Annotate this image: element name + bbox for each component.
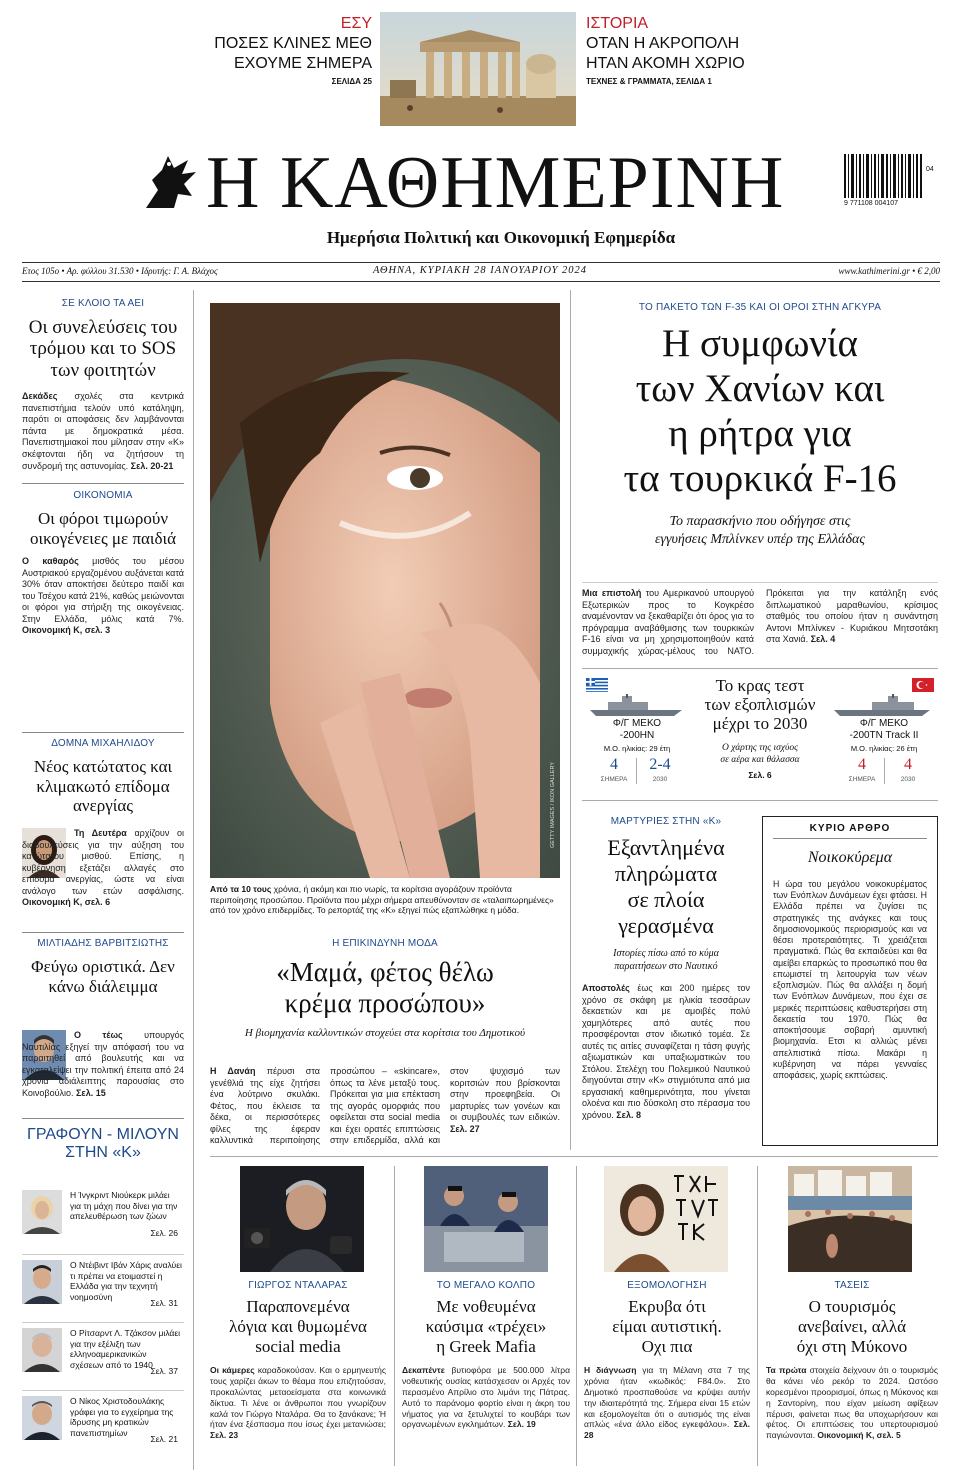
bottom-divider-2 [576,1166,577,1466]
lead-body-lead: Μια επιστολή [582,588,642,598]
lead-head-line2: των Χανίων και [635,367,885,410]
tr-frigate-divider [884,758,885,784]
gm-item-1-text: Η Ίνγκριντ Νιούκερκ μιλάει για τη μάχη που δίνει για την απελευθέρωση των ζώων [70,1190,178,1222]
gm-rule-3 [22,1390,184,1391]
greek-frigate-icon [588,694,684,718]
bottom-1-head-line2: λόγια και θυμωμένα [229,1317,367,1336]
lead-kicker: ΤΟ ΠΑΚΕΤΟ ΤΩΝ F-35 ΚΑΙ ΟΙ ΟΡΟΙ ΣΤΗΝ ΑΓΚΥΡΑ [638,302,882,313]
barcode-icon [844,154,924,202]
barcode [844,154,940,210]
photo-caption-text: χρόνια, ή ακόμη και πιο νωρίς, τα κορίτσια αγοράζουν προϊόντα περιποίησης προσώπου. Προϊόντα που μέχρι σήμερα απευθύνονταν σε «ταλαιπωρημένες» από τον χρόνο επιδερμίδες. Το ρεπορτάζ της «Κ» εξηγεί πώς εξαπλώθηκε η μόδα. [210,884,554,916]
gr-frigate-age: Μ.Ο. ηλικίας: 29 έτη [603,744,671,753]
bottom-3-photo[interactable] [604,1166,728,1272]
gr-frigate-name [582,718,692,742]
frigates-deck-line2: σε αέρα και θάλασσα [720,755,800,765]
christodoulakis-portrait [22,1396,62,1440]
bottom-1-kicker: ΓΙΩΡΓΟΣ ΝΤΑΛΑΡΑΣ [248,1280,348,1291]
tr-frigate-age: Μ.Ο. ηλικίας: 26 έτη [850,744,918,753]
turkish-frigate-icon [832,694,932,718]
bottom-1-body-page: Σελ. 23 [210,1430,239,1441]
gr-frigate-now: 4 [610,756,618,773]
dateline-rule-top [22,262,940,263]
frigates-head-line3: μέχρι το 2030 [712,714,808,733]
navy-head-line3: σε πλοία [627,887,705,912]
photo-caption-lead: Από τα 10 τους [210,884,272,894]
gm-item-2[interactable] [22,1256,182,1318]
gm-rule-2 [22,1322,184,1323]
acropolis-illustration[interactable] [380,12,576,126]
bottom-1-head-line1: Παραπονεμένα [246,1297,350,1316]
tr-frigate-future-label: 2030 [900,776,916,783]
gm-rule-1 [22,1254,184,1255]
tr-frigate-future: 4 [904,756,912,773]
mykonos-image [788,1166,912,1272]
center-body-text: πέρυσι στα γενέθλιά της είχε ζητήσει ένα λούτρινο σκυλάκι. Φέτος, που έκλεισε τα δέκα, οι περισσότερες φίλες της έφεραν καλλυντικά περιποίησης προσώπου – «skincare», όπως τα λένε μεταξύ τους. Πρόκειται για μια επέκταση της αγοράς ομορφιάς που οφείλεται στα social media και έχει ορατές επιπτώσεις στην επιδερμίδα, αλλά και στον ψυχισμό των κοριτσιών που βρίσκονται στην προεφηβεία. Οι μαρτυρίες των γονέων και οι συμβουλές των ειδικών. [210,1066,560,1146]
bottom-2-photo[interactable] [424,1166,548,1272]
lead-body-page: Σελ. 4 [808,634,836,645]
greek-flag-icon [586,678,608,692]
bottom-2-body-page: Σελ. 19 [505,1419,536,1430]
bottom-4-body-text: στοιχεία δείχνουν ότι ο τουρισμός θα κάνει νέο ρεκόρ το 2024. Ωστόσο κορεσμένοι προορισμοί, όπως η Μύκονος και η Σαντορίνη, που είχαν μείωση αφίξεων πέρυσι, φαίνεται πως θα υποχωρήσουν και φέτος. Οι επιπτώσεις του υπερτουρισμού παγιώνονται. [766,1365,939,1441]
sidebar-s4-head: Φεύγω οριστικά. Δεν κάνω διάλειμμα [31,957,175,996]
dalaras-image [240,1166,364,1272]
bottom-4-body-lead: Τα πρώτα [766,1365,807,1375]
sidebar-rule-3 [22,932,184,933]
center-head [210,957,560,1019]
teaser-right-title-line1: ΟΤΑΝ Η ΑΚΡΟΠΟΛΗ [586,35,740,52]
bottom-4-body [766,1365,938,1441]
bottom-divider-3 [757,1166,758,1466]
navy-head-line1: Εξαντλημένα [607,835,725,860]
lead-body-text: του Αμερικανού υπουργού Εξωτερικών προς το Κογκρέσο αναμένονταν να ξεκαθαρίζει ότι όρος για το πρόγραμμα αναβάθμισης των τουρκικών F-16 είναι να μη χρησιμοποιηθούν κατά συμμαχικής χώρας-μέλους του ΝΑΤΟ. Πρόκειται για την κατάληξη ενός διπλωματικού μαραθωνίου, κρίσιμος σταθμός του οποίου ήταν η συνάντηση Αντονι Μπλίνκεν - Κυριάκου Μητσοτάκη στα Χανιά. [582,588,938,656]
bottom-story-1[interactable] [210,1280,386,1441]
lead-deck-line2: εγγυήσεις Μπλίνκεν υπέρ της Ελλάδας [654,532,866,547]
bottom-1-body-text: καραδοκούσαν. Και ο ερμηνευτής τους χαρίζει άκων το θέαμα που επιζητούσαν, προκαλώντας μεταοείσματα στα κοινωνικά δίκτυα. Τι λένε οι άνθρωποι που γνωρίζουν καλά τον Γιώργο Νταλάρα. Θα το ξανάκανε; Ή ήταν ένα ξέσπασμα που ίσως έχει μετανιώσει; [210,1365,386,1430]
sidebar-s2-head: Οι φόροι τιμωρούν οικογένειες με παιδιά [30,509,176,548]
center-body-lead: Η Δανάη [210,1066,256,1076]
gm-item-2-text: Ο Ντέιβιντ Ιβάν Χάρις αναλύει τι πρέπει να ετοιμαστεί η Ελλάδα για την τεχνητή νοημοσύνη [70,1260,182,1302]
newkirk-portrait [22,1190,62,1234]
teaser-left-title-line1: ΠΟΣΕΣ ΚΛΙΝΕΣ ΜΕΘ [214,35,372,52]
sidebar-s2-page: Οικονομική Κ, σελ. 3 [22,625,111,636]
teaser-right-kicker: ΙΣΤΟΡΙΑ [586,15,649,32]
gm-item-3-text: Ο Ρίτσαρντ Λ. Τζάκσον μιλάει για την εξέλιξη των ελληνοαμερικανικών σχέσεων από το 1940 [70,1328,181,1370]
frigates-head-line1: Το κρας τεστ [715,676,805,695]
sidebar-gm-head-line1: ΓΡΑΦΟΥΝ - ΜΙΛΟΥΝ [27,1126,179,1143]
gm-item-4[interactable] [22,1392,182,1454]
tr-frigate-now: 4 [858,756,866,773]
center-body-page: Σελ. 27 [450,1123,480,1134]
gr-frigate-future: 2-4 [649,756,671,773]
gm-item-4-photo [22,1396,62,1440]
center-deck: Η βιομηχανία καλλυντικών στοχεύει στα κορίτσια του Δημοτικού [244,1027,526,1039]
center-head-line1: «Μαμά, φέτος θέλω [276,957,494,987]
acropolis-image [380,12,576,126]
sidebar-divider [193,290,194,1470]
navy-story[interactable] [582,816,750,1121]
bottom-row-rule [210,1156,938,1157]
bottom-3-body-lead: Η διάγνωση [584,1365,637,1375]
sidebar-s1-kicker: ΣΕ ΚΛΟΙΟ ΤΑ ΑΕΙ [61,298,145,309]
bottom-3-body-text: για τη Μέλανη στα 7 της χρόνια ήταν «κωδικός: F84.0». Στο Δημοτικό προσπαθούσε να κρύψει αυτήν την ιδιαιτερότητά της. Σήμερα είναι 15 ετών και εξομολογείται ότι ο αυτισμός της είναι απλώς «ένα άλλο είδος εγκεφάλου». [584,1365,750,1430]
bottom-3-head-line1: Εκρυβα ότι [628,1297,706,1316]
gm-item-1-page: Σελ. 26 [150,1228,178,1238]
bottom-1-head [210,1297,386,1357]
sidebar-s4-body [22,1030,184,1099]
sidebar-s4-text: υπουργός Ναυτιλίας εξηγεί την απόφασή του να παραιτηθεί από βουλευτής και να εγκαταλείψει την πολιτική έπειτα από 24 χρόνια αδιάλειπτης παρουσίας στο Κοινοβούλιο. [22,1030,184,1098]
lead-deck-rule [582,582,938,583]
gm-item-1[interactable] [22,1186,182,1248]
gm-item-2-photo [22,1260,62,1304]
navy-head-line4: γερασμένα [618,913,714,938]
gm-item-4-page: Σελ. 21 [150,1434,178,1444]
barcode-issue: 04 [926,166,934,173]
jackson-portrait [22,1328,62,1372]
sidebar-rule-4 [22,1118,184,1119]
masthead-title: Η ΚΑΘΗΜΕΡΙΝΗ [206,142,785,224]
bottom-story-2[interactable] [402,1280,570,1430]
bottom-2-body [402,1365,570,1430]
bottom-3-head [584,1297,750,1357]
navy-head-line2: πληρώματα [614,861,718,886]
sidebar-story-universities[interactable] [22,298,184,472]
bottom-4-head-line2: ανεβαίνει, αλλά [797,1317,907,1336]
sidebar-s2-body [22,556,184,637]
frigates-head [692,676,828,733]
gm-item-2-page: Σελ. 31 [150,1298,178,1308]
gm-item-3-page: Σελ. 37 [150,1366,178,1376]
bottom-2-head-line3: η Greek Mafia [436,1337,536,1356]
frigates-rule-bottom [582,800,938,801]
navy-body-text: έως και 200 ημέρες τον χρόνο σε σκάφη με ηλικία τεσσάρων δεκαετιών και με αμοιβές πολύ χαμηλότερες από αυτές που προσφέρονται στον ιδιωτικό τομέα. Σε αυτές τις αιτίες συναφίζεται η τάση φυγής αξιωματικών και υπαξιωματικών του Στόλου. Στελέχη του Πολεμικού Ναυτικού διηγούνται στην «Κ» στιγμιότυπα από μια εργασιακή καθημερινότητα, που γίνεται ολοένα και πιο δύσκολη στο πέρασμα του χρόνου. [582,983,750,1120]
bottom-2-body-text: βυτιοφόρα με 500.000 λίτρα νοθευτικής ουσίας κατάσχεσαν οι Αρχές τον περασμένο Απρίλιο στο λιμάνι της Πάτρας. Αυτό το παράνομο φορτίο είναι η άκρη του νήματος για να ξετυλιχτεί το κουβάρι των οργανωμένων εγκλημάτων. [402,1365,570,1430]
lead-body [582,588,938,657]
sidebar-s1-body [22,391,184,472]
gr-frigate-name-line1: Φ/Γ ΜΕΚΟ [612,718,662,729]
sidebar-s1-lead: Δεκάδες [22,391,58,402]
lead-story[interactable] [582,302,938,549]
center-story[interactable] [210,938,560,1039]
sidebar-s2-text: μισθός του μέσου Αυστριακού εργαζομένου αυξάνεται κατά 30% όταν αποκτήσει δεύτερο παιδί και του Τσέχου κατά 21%, καθώς μειώνονται οι φόροι για στήριξη της οικογένειας. Στην Ελλάδα, μόλις κατά 7%. [22,556,184,624]
tr-frigate-name-line2: -200TN Track II [849,730,919,741]
bottom-3-body [584,1365,750,1441]
sidebar-s4-page: Σελ. 15 [73,1087,106,1098]
frigates-graphic[interactable] [582,672,938,792]
sidebar-rule-1 [22,483,184,484]
lead-head [582,321,938,501]
bottom-3-body-page: Σελ. 28 [584,1419,750,1441]
bottom-4-kicker: ΤΑΣΕΙΣ [834,1280,870,1291]
center-kicker: Η ΕΠΙΚΙΝΔΥΝΗ ΜΟΔΑ [332,938,438,949]
tr-frigate-name-line1: Φ/Γ ΜΕΚΟ [859,718,909,729]
center-body [210,1066,560,1147]
sidebar-s4-kicker: ΜΙΛΤΙΑΔΗΣ ΒΑΡΒΙΤΣΙΩΤΗΣ [37,938,169,949]
frigates-rule [582,668,938,669]
sidebar-s1-page: Σελ. 20-21 [128,460,174,471]
gr-frigate-name-line2: -200HN [619,730,655,741]
sidebar-s3-kicker: ΔΟΜΝΑ ΜΙΧΑΗΛΙΔΟΥ [51,738,155,749]
navy-head [582,835,750,939]
dateline-left: Ετος 105ο • Αρ. φύλλου 31.530 • Ιδρυτής: Γ. Α. Βλάχος [22,266,218,276]
bottom-story-4[interactable] [766,1280,938,1441]
sidebar-s2-lead: Ο καθαρός [22,556,79,567]
gr-frigate-now-label: ΣΗΜΕΡΑ [600,776,628,783]
bottom-story-3[interactable] [584,1280,750,1441]
gr-frigate-future-label: 2030 [652,776,668,783]
girl-face-image [210,303,560,878]
sidebar-story-taxes[interactable] [22,490,184,637]
sidebar-s4-lead: Ο τέως [74,1030,123,1040]
navy-deck [582,947,750,973]
teaser-left-page: ΣΕΛΙΔΑ 25 [331,77,372,86]
gm-item-4-text: Ο Νίκος Χριστοδουλάκης γράφει για το εγχείρημα της ίδρυσης μη κρατικών πανεπιστημίων [70,1396,174,1438]
sidebar-story-varvitsiotis[interactable] [22,938,184,996]
tr-frigate-name [830,718,938,742]
sidebar-s3-body [22,828,184,909]
navy-body [582,983,750,1121]
sidebar-s1-head: Οι συνελεύσεις του τρόμου και το SOS των φοιτητών [28,317,178,381]
teaser-left-kicker: ΕΣΥ [340,15,372,32]
bottom-4-body-page: Οικονομική Κ, σελ. 5 [815,1430,901,1441]
gr-frigate-divider [636,758,637,784]
right-divider [570,290,571,1150]
harris-portrait [22,1260,62,1304]
griffin-icon [138,150,202,216]
sidebar-s3-head: Νέος κατώτατος και κλιμακωτό επίδομα ανεργίας [33,757,173,816]
teaser-right[interactable] [586,14,816,87]
bottom-4-head-line3: όχι στη Μύκονο [796,1337,908,1356]
photo-credit: GETTY IMAGES / IKON GALLERY [550,762,556,848]
teaser-right-title-line2: ΗΤΑΝ ΑΚΟΜΗ ΧΩΡΙΟ [586,55,745,72]
gm-item-3-photo [22,1328,62,1372]
sidebar-s3-page: Οικονομική Κ, σελ. 6 [22,897,111,908]
sidebar-gm-head-line2: ΣΤΗΝ «Κ» [65,1144,141,1161]
teaser-left-title-line2: ΕΧΟΥΜΕ ΣΗΜΕΡΑ [234,55,372,72]
bottom-4-head [766,1297,938,1357]
frigates-page: Σελ. 6 [748,770,772,780]
navy-body-page: Σελ. 8 [613,1109,641,1120]
lead-deck [582,513,938,549]
bottom-2-head-line1: Με νοθευμένα [436,1297,536,1316]
girl-cream-photo[interactable] [210,303,560,878]
center-head-line2: κρέμα προσώπου» [284,988,486,1018]
masthead-logo [138,150,202,216]
tr-frigate-now-label: ΣΗΜΕΡΑ [848,776,876,783]
lead-deck-line1: Το παρασκήνιο που οδήγησε στις [669,514,851,529]
gm-item-1-photo [22,1190,62,1234]
dateline-rule-bottom [22,281,940,282]
navy-deck-line1: Ιστορίες πίσω από το κύμα [613,948,719,959]
frigates-head-line2: των εξοπλισμών [704,695,816,714]
bottom-3-head-line3: Οχι πια [641,1337,693,1356]
bottom-divider-1 [394,1166,395,1466]
bottom-1-body-lead: Οι κάμερες [210,1365,255,1375]
teaser-right-page: ΤΕΧΝΕΣ & ΓΡΑΜΜΑΤΑ, ΣΕΛΙΔΑ 1 [586,77,712,86]
masthead-subtitle: Ημερήσια Πολιτική και Οικονομική Εφημερίδα [326,228,676,247]
bottom-2-kicker: ΤΟ ΜΕΓΑΛΟ ΚΟΛΠΟ [436,1280,536,1291]
bottom-4-photo[interactable] [788,1166,912,1272]
bottom-1-head-line3: social media [255,1337,341,1356]
sidebar-s1-text: σχολές στα κεντρικά πανεπιστήμια τελούν υπό κατάληψη, παρότι οι αποφάσεις δεν λαμβάνονται πάντα με δημοκρατικά μέσα. Πανεπιστημιακοί που μίλησαν στην «Κ» σκέφτονται ήδη να ζητήσουν τη συνδρομή της αστυνομίας. [22,391,184,471]
sidebar-s2-kicker: ΟΙΚΟΝΟΜΙΑ [73,490,133,501]
lead-head-line4: τα τουρκικά F-16 [623,457,897,500]
sidebar-story-wage[interactable] [22,738,184,816]
navy-deck-line2: παραιτήσεων στο Ναυτικό [614,961,718,972]
turkish-flag-icon [912,678,934,692]
sidebar-gm-head [22,1126,184,1162]
editorial-title: Νοικοκύρεμα [807,849,893,866]
navy-kicker: ΜΑΡΤΥΡΙΕΣ ΣΤΗΝ «Κ» [610,816,722,827]
barcode-number: 9 771108 004107 [844,200,898,207]
frigates-deck [692,742,828,766]
bottom-2-head [402,1297,570,1357]
sidebar-s3-lead: Τη Δευτέρα [74,828,127,838]
dateline-center: ΑΘΗΝΑ, ΚΥΡΙΑΚΗ 28 ΙΑΝΟΥΑΡΙΟΥ 2024 [372,265,588,276]
sidebar-s3-text: αρχίζουν οι διαβουλεύσεις για την αύξηση του κατώτατου μισθού. Επίσης, η κυβέρνηση εξετάζει αλλαγές στο επίδομα ανεργίας, ώστε να είναι ανάλογο των ετών ασφάλισης. [22,828,184,896]
dateline-right: www.kathimerini.gr • € 2,00 [838,266,940,276]
editorial-body: Η ώρα του μεγάλου νοικοκυρέματος των Ενόπλων Δυνάμεων έχει φτάσει. Η Ελλάδα πρέπει να ζυγίσει τις στρατηγικές της ανάγκες και τους δημοσιονομικούς περιορισμούς και να θέσει προτεραιότητες. Τι χρειάζεται πραγματικά. Πώς θα εκπαιδεύει και θα αμείβει επαρκώς το προσωπικό που θα επωμιστεί τη λειτουργία των νέων εξοπλισμών. Πώς θα αλλάξει η δομή των Ενόπλων Δυνάμεων, που έχει σε μερικές περιπτώσεις καθυστερήσει στη δεκαετία του 1970. Πώς θα αποκτήσουμε σοβαρή αμυντική βιομηχανία. Ετσι κι αλλιώς μένει απελπιστικά πίσω. Μακάρι η κυβέρνηση να πάρει γενναίες αποφάσεις, χωρίς εκπτώσεις. [773,878,927,1081]
bottom-2-body-lead: Δεκαπέντε [402,1365,445,1375]
teaser-left[interactable] [150,14,372,87]
lead-head-line3: η ρήτρα για [668,412,852,455]
photo-caption [210,884,560,916]
melani-portrait [604,1166,728,1272]
bottom-1-body [210,1365,386,1441]
editorial-box[interactable] [762,816,938,1146]
bottom-2-head-line2: καύσιμα «τρέχει» [425,1317,547,1336]
navy-body-lead: Αποστολές [582,983,630,993]
fuel-inspection-image [424,1166,548,1272]
bottom-1-photo[interactable] [240,1166,364,1272]
lead-head-line1: Η συμφωνία [662,322,858,365]
gm-item-3[interactable] [22,1324,182,1386]
sidebar-rule-2 [22,732,184,733]
bottom-4-head-line1: Ο τουρισμός [808,1297,896,1316]
bottom-3-kicker: ΕΞΟΜΟΛΟΓΗΣΗ [627,1280,707,1291]
bottom-3-head-line2: είμαι αυτιστική. [612,1317,722,1336]
frigates-deck-line1: Ο χάρτης της ισχύος [722,743,798,753]
editorial-label: ΚΥΡΙΟ ΑΡΘΡΟ [773,823,927,839]
